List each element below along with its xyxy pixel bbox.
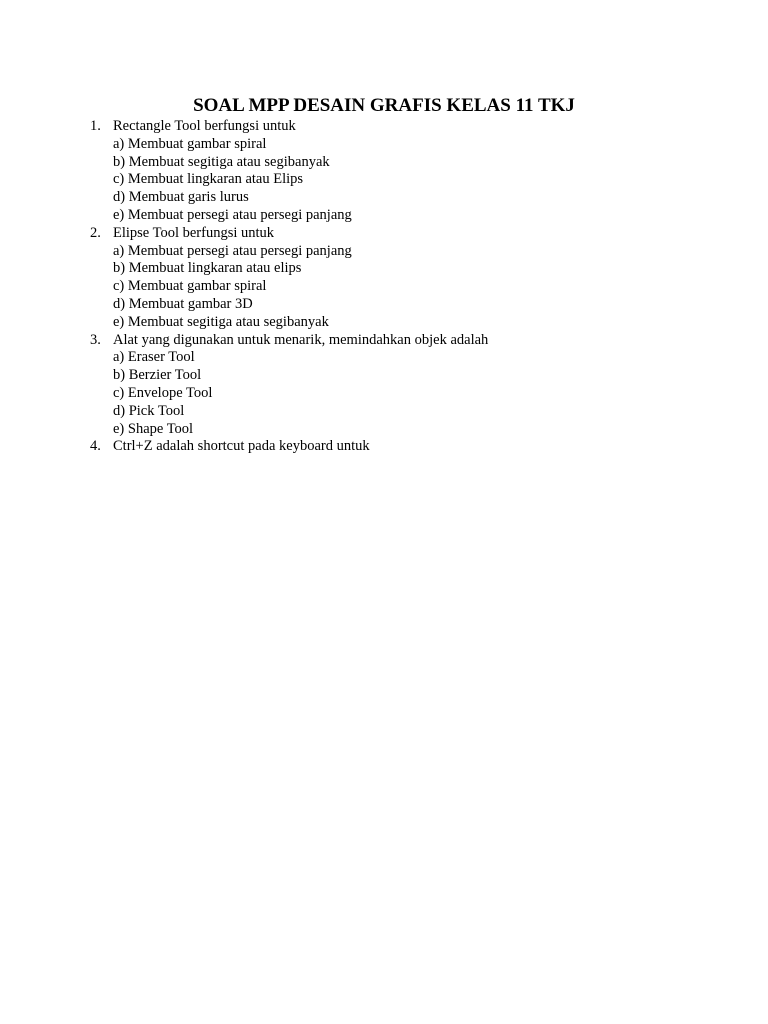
- option-list: [90, 243, 730, 332]
- question-2: [90, 225, 730, 332]
- option-a: a) Membuat persegi atau persegi panjang: [113, 242, 352, 259]
- question-text: Elipse Tool berfungsi untuk: [113, 224, 275, 241]
- question-4: [90, 438, 730, 456]
- question-list: [90, 118, 730, 456]
- option-a: a) Eraser Tool: [113, 349, 195, 366]
- option-c: c) Envelope Tool: [113, 384, 213, 401]
- question-line: [90, 332, 730, 350]
- option-list: [90, 136, 730, 225]
- option-b: b) Membuat lingkaran atau elips: [113, 260, 302, 277]
- question-3: [90, 332, 730, 439]
- question-line: [90, 438, 730, 456]
- question-text: Ctrl+Z adalah shortcut pada keyboard untuk: [113, 438, 370, 455]
- question-number: 1.: [90, 118, 101, 134]
- question-text: Alat yang digunakan untuk menarik, memindahkan objek adalah: [113, 331, 489, 348]
- option-b: b) Membuat segitiga atau segibanyak: [113, 153, 330, 170]
- option-d: d) Membuat garis lurus: [113, 189, 249, 206]
- option-e: e) Membuat persegi atau persegi panjang: [113, 206, 352, 223]
- option-b: b) Berzier Tool: [113, 367, 202, 384]
- option-e: e) Shape Tool: [113, 420, 194, 437]
- option-e: e) Membuat segitiga atau segibanyak: [113, 313, 329, 330]
- question-number: 3.: [90, 331, 101, 348]
- option-list: [90, 349, 730, 438]
- option-c: c) Membuat gambar spiral: [113, 278, 267, 295]
- question-1: [90, 118, 730, 225]
- option-c: c) Membuat lingkaran atau Elips: [113, 171, 304, 188]
- option-a: a) Membuat gambar spiral: [113, 135, 267, 152]
- option-d: d) Membuat gambar 3D: [113, 295, 253, 312]
- question-line: [90, 225, 730, 243]
- document-title: SOAL MPP DESAIN GRAFIS KELAS 11 TKJ: [193, 95, 575, 116]
- option-d: d) Pick Tool: [113, 402, 185, 419]
- question-text: Rectangle Tool berfungsi untuk: [113, 118, 296, 134]
- question-number: 4.: [90, 438, 101, 455]
- question-line: [90, 118, 730, 136]
- question-number: 2.: [90, 224, 101, 241]
